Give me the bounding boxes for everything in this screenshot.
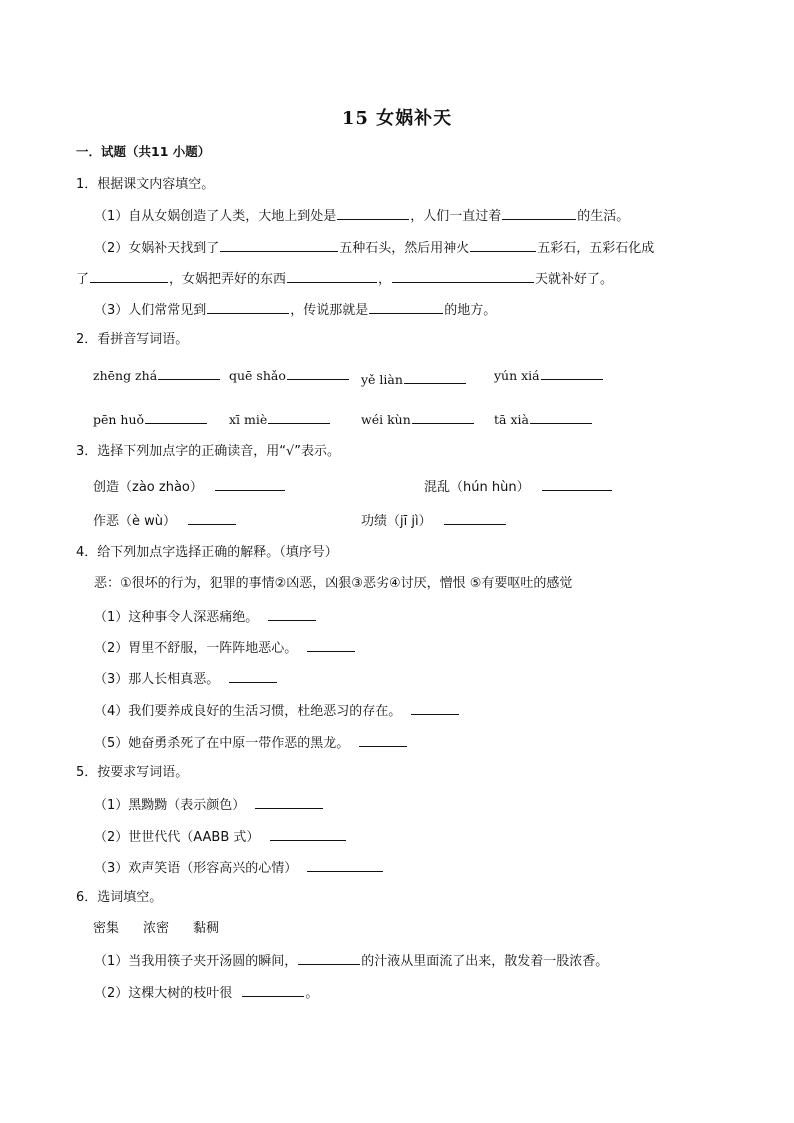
q4-blank-1[interactable] [268, 607, 316, 621]
pinyin-blank[interactable] [268, 410, 330, 424]
question-3-heading: 3．选择下列加点字的正确读音，用“√”表示。 [76, 444, 341, 459]
q5-blank-1[interactable] [255, 795, 323, 809]
pinyin-blank[interactable] [530, 410, 592, 424]
pinyin-item: zhēng zhá [93, 366, 221, 383]
pinyin-blank[interactable] [287, 366, 349, 380]
q4-blank-4[interactable] [411, 701, 459, 715]
pinyin-blank[interactable] [541, 366, 603, 380]
q5-blank-3[interactable] [307, 858, 383, 872]
pronunciation-item: 混乱（hún hùn） [424, 476, 613, 495]
q1-blank-4[interactable] [470, 238, 536, 252]
question-5-heading: 5．按要求写词语。 [76, 765, 189, 780]
q1-line-4 [94, 300, 496, 320]
q4-item-5: （5）她奋勇杀死了在中原一带作恶的黑龙。 [94, 733, 408, 753]
q4-item-2: （2）胃里不舒服，一阵阵地恶心。 [94, 638, 356, 658]
q5-blank-2[interactable] [270, 827, 346, 841]
pinyin-item: xī miè [229, 410, 331, 427]
pinyin-item: yě liàn [361, 370, 467, 387]
q4-item-1: （1）这种事令人深恶痛绝。 [94, 607, 317, 627]
q6-blank-2[interactable] [242, 983, 304, 997]
q1-text: （2）女娲补天找到了 [94, 241, 220, 256]
q1-blank-9[interactable] [369, 300, 443, 314]
pronunciation-item: 创造（zào zhào） [93, 476, 286, 495]
q6-item-2: （2）这棵大树的枝叶很 。 [94, 983, 318, 1003]
q1-text: ，传说那就是 [290, 303, 369, 318]
q1-blank-3[interactable] [220, 238, 338, 252]
q1-blank-1[interactable] [337, 206, 409, 220]
word-option: 密集 [93, 921, 120, 936]
q1-text: 了 [76, 272, 90, 287]
definition-list: 恶：①很坏的行为，犯罪的事情②凶恶，凶狠③恶劣④讨厌，憎恨 ⑤有要呕吐的感觉 [94, 576, 573, 591]
q1-line-1 [94, 206, 629, 226]
q1-text: 天就补好了。 [535, 272, 614, 287]
q1-text: （1）自从女娲创造了人类，大地上到处是 [94, 209, 337, 224]
q5-item-3: （3）欢声笑语（形容高兴的心情） [94, 858, 384, 878]
question-1-heading: 1．根据课文内容填空。 [76, 177, 215, 192]
page-title: 15 女娲补天 [341, 108, 453, 129]
pinyin-blank[interactable] [158, 366, 220, 380]
pinyin-item: tā xià [494, 410, 593, 427]
word-option: 浓密 [143, 921, 170, 936]
pinyin-blank[interactable] [145, 410, 207, 424]
pronunciation-item: 作恶（è wù） [93, 510, 237, 529]
pinyin-item: yún xiá [494, 366, 604, 383]
q5-item-1: （1）黑黝黝（表示颜色） [94, 795, 324, 815]
q1-text: 五彩石，五彩石化成 [537, 241, 655, 256]
q1-blank-6[interactable] [287, 269, 377, 283]
pronunciation-blank[interactable] [215, 477, 285, 491]
word-option: 黏稠 [193, 921, 220, 936]
section-heading: 一．试题（共11 小题） [76, 144, 211, 159]
pinyin-item: pēn huǒ [93, 410, 208, 427]
q1-blank-8[interactable] [207, 300, 289, 314]
q6-blank-1[interactable] [298, 951, 360, 965]
q1-text: 的地方。 [444, 303, 497, 318]
q1-blank-5[interactable] [90, 269, 168, 283]
question-4-heading: 4．给下列加点字选择正确的解释。（填序号） [76, 545, 338, 560]
pinyin-item: quē shǎo [229, 366, 350, 383]
pronunciation-blank[interactable] [188, 511, 236, 525]
question-2-heading: 2．看拼音写词语。 [76, 332, 189, 347]
q4-item-4: （4）我们要养成良好的生活习惯，杜绝恶习的存在。 [94, 701, 460, 721]
q4-item-3: （3）那人长相真恶。 [94, 669, 278, 689]
pinyin-item: wéi kùn [361, 410, 475, 427]
q1-text: ，人们一直过着 [410, 209, 502, 224]
q1-line-2 [94, 238, 654, 258]
pronunciation-blank[interactable] [444, 511, 506, 525]
q1-text: 五种石头，然后用神火 [339, 241, 470, 256]
pinyin-blank[interactable] [412, 410, 474, 424]
pronunciation-blank[interactable] [542, 477, 612, 491]
q1-text: （3）人们常常见到 [94, 303, 207, 318]
pronunciation-item: 功绩（jī jì） [361, 510, 507, 529]
pinyin-blank[interactable] [404, 370, 466, 384]
q1-blank-2[interactable] [502, 206, 576, 220]
q5-item-2: （2）世世代代（AABB 式） [94, 827, 347, 847]
q1-text: 的生活。 [577, 209, 630, 224]
q6-item-1: （1）当我用筷子夹开汤圆的瞬间， 的汁液从里面流了出来，散发着一股浓香。 [94, 951, 608, 971]
question-6-heading: 6．选词填空。 [76, 890, 163, 905]
q1-blank-7[interactable] [392, 269, 534, 283]
q1-line-3 [76, 269, 613, 289]
q4-blank-5[interactable] [359, 733, 407, 747]
word-options [93, 920, 243, 938]
q1-text: ， [378, 272, 392, 287]
q4-blank-3[interactable] [229, 669, 277, 683]
q1-text: ，女娲把弄好的东西 [169, 272, 287, 287]
q4-blank-2[interactable] [307, 638, 355, 652]
